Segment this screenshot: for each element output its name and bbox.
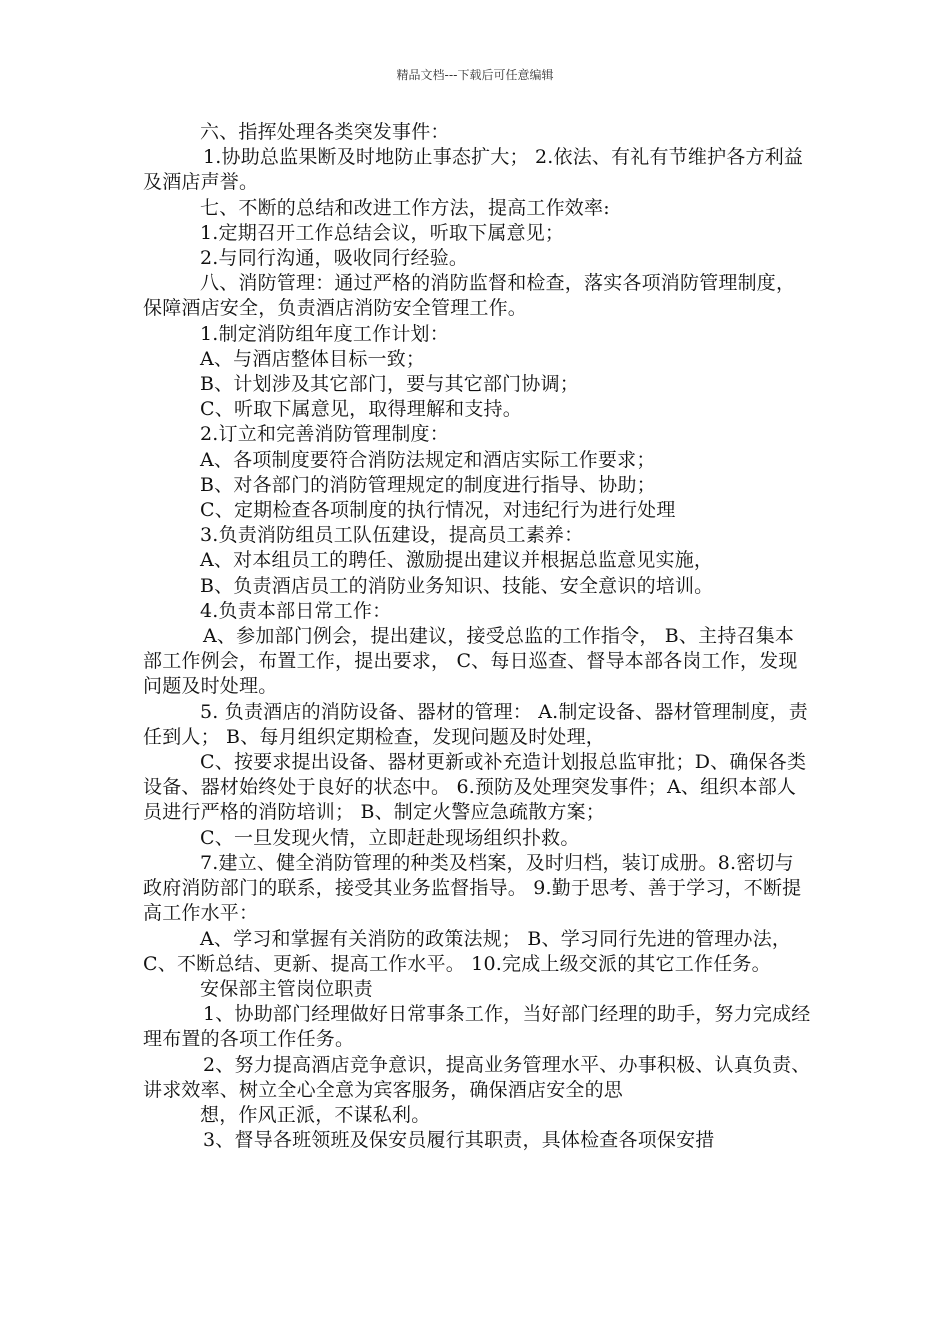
list-item: C、一旦发现火情，立即赶赴现场组织扑救。 — [200, 826, 580, 849]
list-item: 3.负责消防组员工队伍建设，提高员工素养： — [200, 524, 584, 547]
list-item: C、定期检查各项制度的执行情况，对违纪行为进行处理 — [200, 499, 676, 522]
list-item: 2.与同行沟通，吸收同行经验。 — [200, 247, 469, 270]
paragraph: A、参加部门例会，提出建议，接受总监的工作指令， B、主持召集本部工作例会，布置工作，提出要求， C、每日巡查、督导本部各岗工作，发现问题及时处理。 — [143, 625, 798, 698]
page-header: 精品文档---下载后可任意编辑 — [396, 68, 554, 82]
paragraph: 7.建立、健全消防管理的种类及档案，及时归档，装订成册。8.密切与政府消防部门的联系，接受其业务监督指导。 9.勤于思考、善于学习，不断提高工作水平： — [143, 851, 802, 925]
section-heading: 六、指挥处理各类突发事件： — [200, 121, 450, 143]
list-item: B、对各部门的消防管理规定的制度进行指导、协助； — [200, 473, 656, 496]
paragraph: A、学习和掌握有关消防的政策法规； B、学习同行先进的管理办法， C、不断总结、更新、提高工作水平。 10.完成上级交派的其它工作任务。 — [143, 927, 792, 975]
section-heading: 八、消防管理：通过严格的消防监督和检查，落实各项消防管理制度，保障酒店安全，负责酒店消防安全管理工作。 — [143, 272, 796, 320]
paragraph: 5. 负责酒店的消防设备、器材的管理： A.制定设备、器材管理制度，责任到人； B、每月组织定期检查，发现问题及时处理， — [143, 700, 808, 748]
section-heading: 七、不断的总结和改进工作方法，提高工作效率: — [200, 196, 610, 219]
document-body — [143, 120, 811, 1153]
paragraph: 1.协助总监果断及时地防止事态扩大； 2.依法、有礼有节维护各方利益及酒店声誉。 — [143, 146, 804, 194]
paragraph: 2、努力提高酒店竞争意识，提高业务管理水平、办事积极、认真负责、讲求效率、树立全心全意为宾客服务，确保酒店安全的思 — [143, 1053, 811, 1101]
list-item: 1.制定消防组年度工作计划： — [200, 322, 449, 345]
paragraph: C、按要求提出设备、器材更新或补充造计划报总监审批；D、确保各类设备、器材始终处于良好的状态中。 6.预防及处理突发事件；A、组织本部人员进行严格的消防培训； B、制定火警应急疏散方案； — [143, 751, 807, 824]
list-item: A、与酒店整体目标一致； — [200, 347, 426, 370]
paragraph: 3、督导各班领班及保安员履行其职责，具体检查各项保安措 — [203, 1129, 715, 1152]
list-item: A、各项制度要符合消防法规定和酒店实际工作要求； — [200, 448, 656, 471]
section-heading: 安保部主管岗位职责 — [200, 977, 373, 1000]
list-item: B、计划涉及其它部门，要与其它部门协调； — [200, 373, 579, 396]
list-item: A、对本组员工的聘任、激励提出建议并根据总监意见实施， — [200, 549, 714, 572]
list-item: C、听取下属意见，取得理解和支持。 — [200, 398, 522, 421]
paragraph: 1、协助部门经理做好日常事条工作，当好部门经理的助手，努力完成经理布置的各项工作任务。 — [143, 1003, 811, 1051]
list-item: 4.负责本部日常工作： — [200, 599, 392, 622]
list-item: 2.订立和完善消防管理制度： — [200, 423, 449, 446]
list-item: B、负责酒店员工的消防业务知识、技能、安全意识的培训。 — [200, 574, 714, 597]
paragraph: 想，作风正派，不谋私利。 — [200, 1103, 431, 1126]
list-item: 1.定期召开工作总结会议，听取下属意见； — [200, 221, 565, 244]
